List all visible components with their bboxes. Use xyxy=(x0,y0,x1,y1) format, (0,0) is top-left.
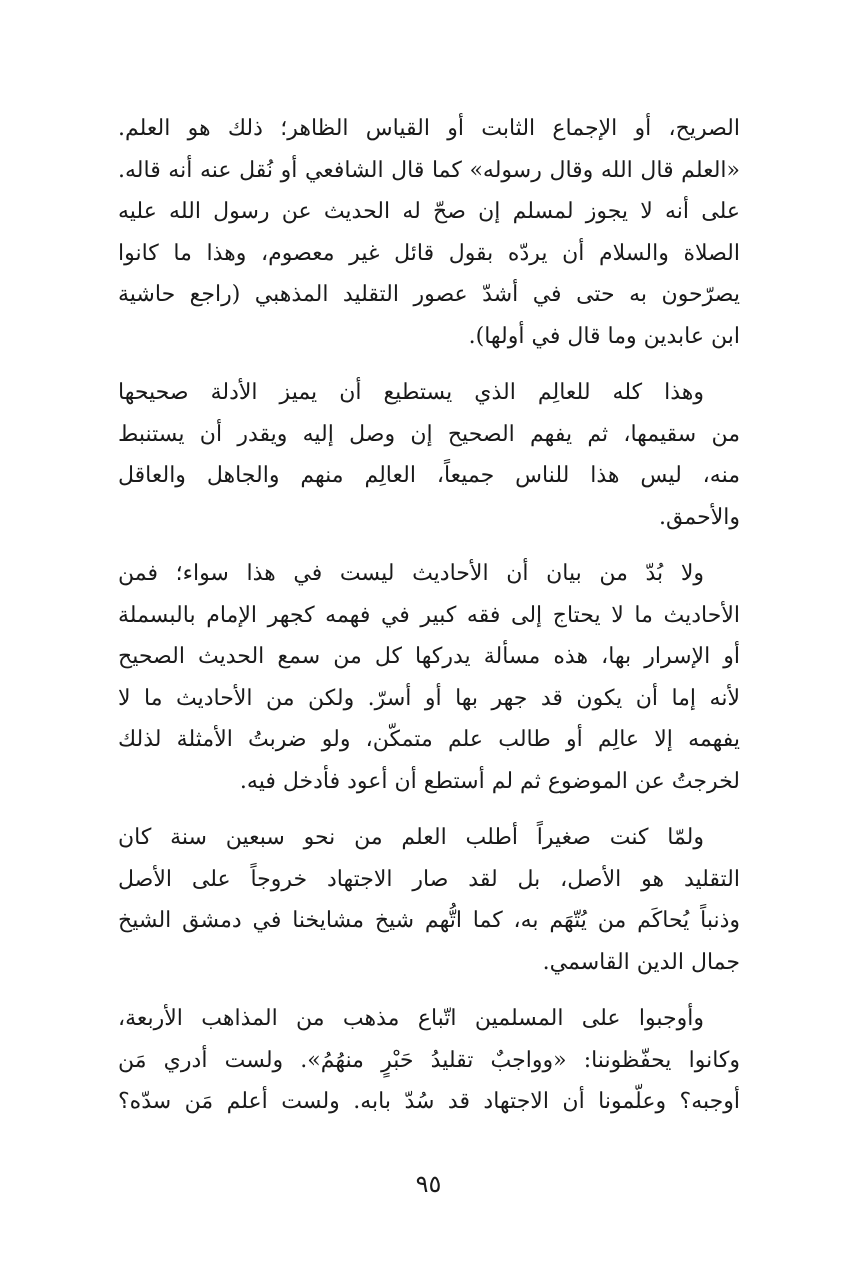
text-line: وكانوا يحفّظوننا: «وواجبٌ تقليدُ حَبْرٍ منهُمُ». ولست أدري مَن xyxy=(118,1047,740,1073)
text-line: جمال الدين القاسمي. xyxy=(542,949,740,975)
text-line: من سقيمها، ثم يفهم الصحيح إن وصل إليه ويقدر أن يستنبط xyxy=(118,421,740,447)
paragraph-1 xyxy=(118,108,740,357)
page-number: ٩٥ xyxy=(415,1170,442,1198)
paragraph-5 xyxy=(118,998,740,1123)
text-line: التقليد هو الأصل، بل لقد صار الاجتهاد خروجاً على الأصل xyxy=(118,866,740,892)
text-line: «العلم قال الله وقال رسوله» كما قال الشافعي أو نُقل عنه أنه قاله. xyxy=(118,157,740,183)
text-line: لأنه إما أن يكون قد جهر بها أو أسرّ. ولكن من الأحاديث ما لا xyxy=(118,685,740,711)
text-line: وأوجبوا على المسلمين اتّباع مذهب من المذاهب الأربعة، xyxy=(118,1006,704,1031)
text-line: وذنباً يُحاكَم من يُتّهَم به، كما اتُّهم شيخ مشايخنا في دمشق الشيخ xyxy=(118,908,740,933)
paragraph-4 xyxy=(118,817,740,983)
page-body xyxy=(118,108,740,1138)
text-line: ولا بُدّ من بيان أن الأحاديث ليست في هذا سواء؛ فمن xyxy=(118,561,704,586)
text-line: ابن عابدين وما قال في أولها). xyxy=(468,323,740,349)
text-line: يصرّحون به حتى في أشدّ عصور التقليد المذهبي (راجع حاشية xyxy=(118,282,740,307)
text-line: الصريح، أو الإجماع الثابت أو القياس الظاهر؛ ذلك هو العلم. xyxy=(118,116,740,141)
text-line: الأحاديث ما لا يحتاج إلى فقه كبير في فهمه كجهر الإمام بالبسملة xyxy=(118,602,740,628)
text-line: أو الإسرار بها، هذه مسألة يدركها كل من سمع الحديث الصحيح xyxy=(118,644,740,669)
paragraph-2 xyxy=(118,372,740,538)
text-line: والأحمق. xyxy=(659,504,740,530)
text-line: منه، ليس هذا للناس جميعاً، العالِم منهم والجاهل والعاقل xyxy=(118,463,740,488)
text-line: يفهمه إلا عالِم أو طالب علم متمكّن، ولو ضربتُ الأمثلة لذلك xyxy=(118,727,740,752)
paragraph-3 xyxy=(118,553,740,802)
text-line: الصلاة والسلام أن يردّه بقول قائل غير معصوم، وهذا ما كانوا xyxy=(118,240,740,266)
text-line: لخرجتُ عن الموضوع ثم لم أستطع أن أعود فأدخل فيه. xyxy=(239,768,740,794)
text-line: أوجبه؟ وعلّمونا أن الاجتهاد قد سُدّ بابه. ولست أعلم مَن سدّه؟ xyxy=(118,1089,740,1114)
text-line: على أنه لا يجوز لمسلم إن صحّ له الحديث عن رسول الله عليه xyxy=(118,199,740,224)
text-line: ولمّا كنت صغيراً أطلب العلم من نحو سبعين سنة كان xyxy=(118,825,704,850)
text-line: وهذا كله للعالِم الذي يستطيع أن يميز الأدلة صحيحها xyxy=(118,380,704,405)
